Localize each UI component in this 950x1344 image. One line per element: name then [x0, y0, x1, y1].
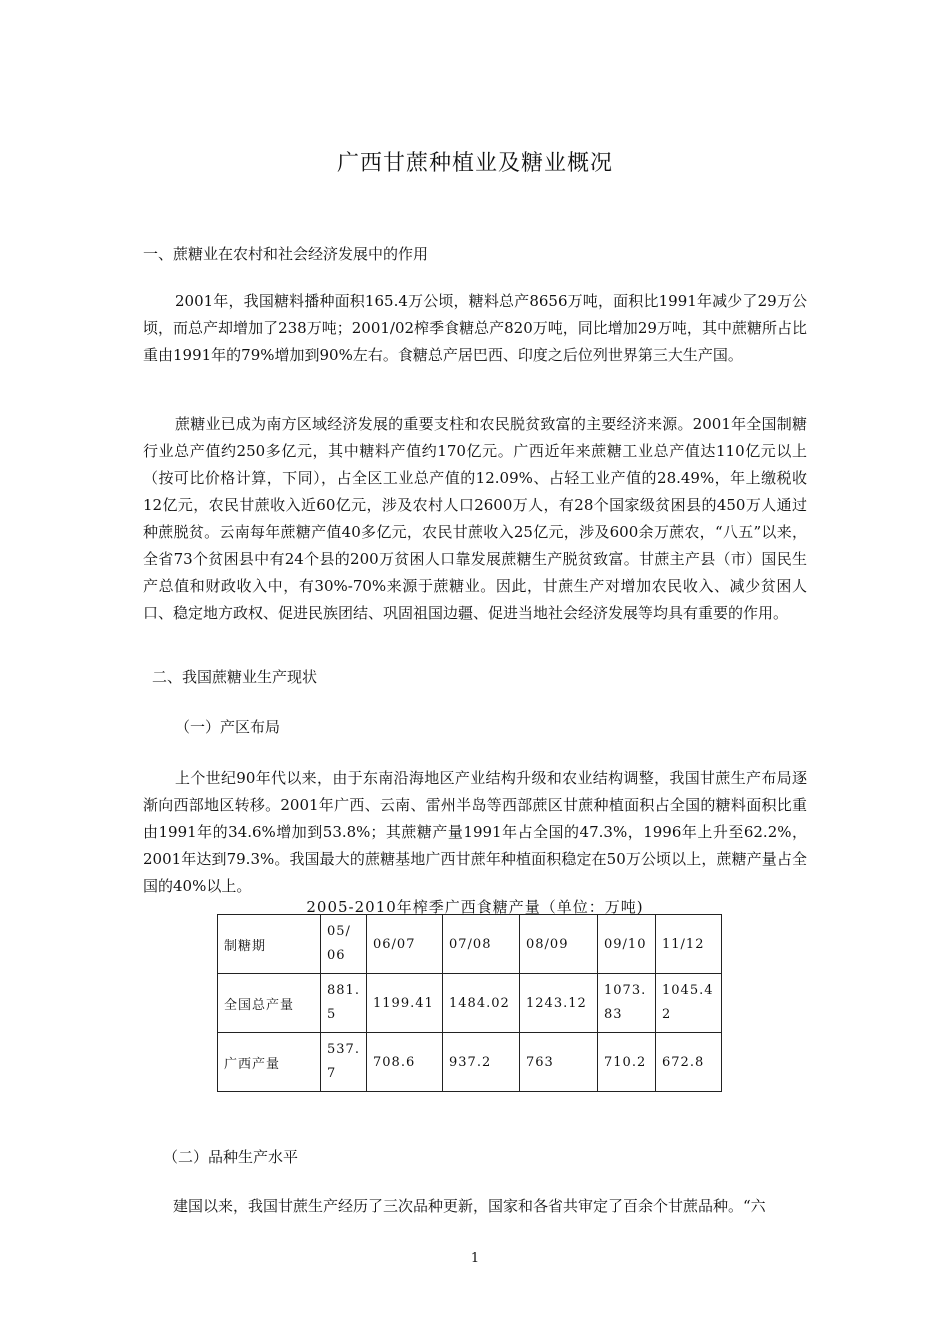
section-1-paragraph-2: 蔗糖业已成为南方区域经济发展的重要支柱和农民脱贫致富的主要经济来源。2001年全国制糖行业总产值约250多亿元，其中糖料产值约170亿元。广西近年来蔗糖工业总产值达110亿元以上（按可比价格计算，下同），占全区工业总产值的12.09%、占轻工业产值的28.49%，年上缴税收12亿元，农民甘蔗收入近60亿元，涉及农村人口2600万人，有28个国家级贫困县的450万人通过种蔗脱贫。云南每年蔗糖产值40多亿元，农民甘蔗收入25亿元，涉及600余万蔗农，“八五”以来，全省73个贫困县中有24个县的200万贫困人口靠发展蔗糖生产脱贫致富。甘蔗主产县（市）国民生产总值和财政收入中，有30%-70%来源于蔗糖业。因此，甘蔗生产对增加农民收入、减少贫困人口、稳定地方政权、促进民族团结、巩固祖国边疆、促进当地社会经济发展等均具有重要的作用。 [143, 415, 807, 622]
sugar-production-table [217, 914, 722, 1092]
table-cell: 1484.02 [443, 974, 520, 1033]
table-header-cell: 07/08 [443, 915, 520, 974]
table-header-cell: 06/07 [367, 915, 443, 974]
table-cell: 1073.83 [598, 974, 656, 1033]
table-cell: 937.2 [443, 1033, 520, 1092]
table-cell: 1045.42 [656, 974, 722, 1033]
table-caption: 2005-2010年榨季广西食糖产量（单位：万吨) [306, 898, 644, 916]
table-header-row [218, 915, 722, 974]
table-cell: 708.6 [367, 1033, 443, 1092]
table-cell: 710.2 [598, 1033, 656, 1092]
table-cell: 763 [520, 1033, 598, 1092]
table-row [218, 1033, 722, 1092]
table-cell: 672.8 [656, 1033, 722, 1092]
table-row [218, 974, 722, 1033]
subsection-2-heading: （二）品种生产水平 [163, 1148, 299, 1166]
table-header-cell: 05/06 [321, 915, 367, 974]
table-cell: 1199.41 [367, 974, 443, 1033]
document-title: 广西甘蔗种植业及糖业概况 [336, 151, 613, 176]
section-2-paragraph-1: 上个世纪90年代以来，由于东南沿海地区产业结构升级和农业结构调整，我国甘蔗生产布局逐渐向西部地区转移。2001年广西、云南、雷州半岛等西部蔗区甘蔗种植面积占全国的糖料面积比重由1991年的34.6%增加到53.8%；其蔗糖产量1991年占全国的47.3%，1996年上升至62.2%，2001年达到79.3%。我国最大的蔗糖基地广西甘蔗年种植面积稳定在50万公顷以上，蔗糖产量占全国的40%以上。 [143, 769, 807, 895]
section-1-heading: 一、蔗糖业在农村和社会经济发展中的作用 [143, 245, 429, 263]
table-cell: 1243.12 [520, 974, 598, 1033]
table-header-cell: 09/10 [598, 915, 656, 974]
section-2-heading: 二、我国蔗糖业生产现状 [152, 668, 318, 686]
page-number: 1 [470, 1251, 480, 1266]
section-1-paragraph-1: 2001年，我国糖料播种面积165.4万公顷，糖料总产8656万吨，面积比1991年减少了29万公顷，而总产却增加了238万吨；2001/02榨季食糖总产820万吨，同比增加29万吨，其中蔗糖所占比重由1991年的79%增加到90%左右。食糖总产居巴西、印度之后位列世界第三大生产国。 [143, 292, 807, 364]
table-header-cell: 11/12 [656, 915, 722, 974]
table-header-cell: 08/09 [520, 915, 598, 974]
table-cell: 881.5 [321, 974, 367, 1033]
subsection-1-heading: （一）产区布局 [175, 718, 281, 736]
table-cell: 537.7 [321, 1033, 367, 1092]
section-2-paragraph-2: 建国以来，我国甘蔗生产经历了三次品种更新，国家和各省共审定了百余个甘蔗品种。“六 [173, 1197, 766, 1215]
table-cell: 广西产量 [218, 1033, 321, 1092]
table-header-cell: 制糖期 [218, 915, 321, 974]
table-cell: 全国总产量 [218, 974, 321, 1033]
